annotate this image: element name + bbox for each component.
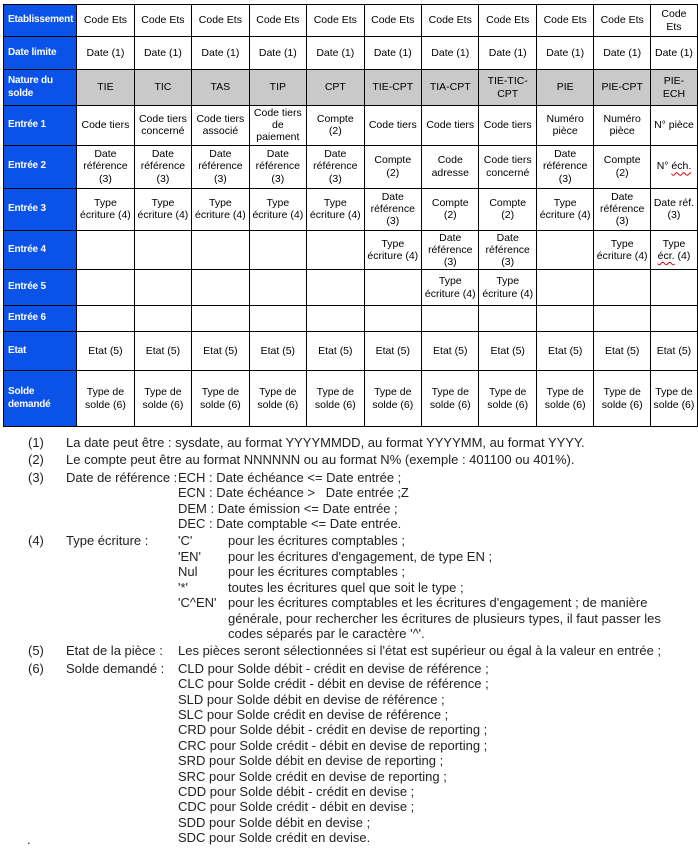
footnote-text: Les pièces seront sélectionnées si l'état est supérieur ou égal à la valeur en entrée ; — [178, 643, 662, 659]
table-cell — [536, 270, 593, 306]
footnote-entry — [178, 501, 694, 516]
footnote — [28, 533, 694, 641]
table-cell: Type de solde (6) — [134, 371, 191, 427]
table-cell: Code tiers — [77, 106, 134, 146]
footnote-entries — [66, 435, 694, 450]
table-cell: Numéro pièce — [536, 106, 593, 146]
table-cell: Date référence (3) — [307, 145, 364, 188]
footnote-text: pour les écritures comptables ; — [228, 564, 406, 580]
table-cell: Type écriture (4) — [249, 188, 306, 230]
footnote-text: pour les écritures comptables et les écritures d'engagement ; de manière générale, pour rechercher les écritures de plusieurs types, il faut passer les codes séparés par le caractère '^'. — [228, 595, 665, 641]
table-cell: Type écriture (4) — [192, 188, 249, 230]
footnote-code: 'EN' — [178, 548, 202, 564]
row-label: Entrée 6 — [4, 306, 77, 332]
table-cell — [249, 230, 306, 270]
footnote-number: (4) — [28, 533, 44, 549]
footnote-text: La date peut être : sysdate, au format YYYYMMDD, au format YYYYMM, au format YYYY. — [66, 435, 585, 451]
table-cell: Code tiers concerné — [134, 106, 191, 146]
footnote-text: DEC : Date comptable <= Date entrée. — [178, 516, 402, 532]
footnote-label: Solde demandé : — [66, 660, 165, 676]
footnote-text: DEM : Date émission <= Date entrée ; — [178, 500, 398, 516]
footnote-entry — [178, 516, 694, 531]
footnote-entry — [178, 580, 694, 595]
table-cell — [650, 230, 697, 270]
table-cell: Date (1) — [249, 37, 306, 70]
footnote-text: CDC pour Solde crédit - débit en devise ; — [178, 799, 415, 815]
table-cell: Type écriture (4) — [479, 270, 536, 306]
table-cell — [134, 230, 191, 270]
row-label: Entrée 3 — [4, 188, 77, 230]
document — [0, 4, 698, 846]
table-cell: Code Ets — [134, 5, 191, 37]
table-cell: Type de solde (6) — [422, 371, 479, 427]
table-cell — [594, 306, 651, 332]
table-cell: Type écriture (4) — [594, 230, 651, 270]
footnote-entry — [178, 799, 694, 814]
table-cell — [650, 306, 697, 332]
footnote-text: CRD pour Solde débit - crédit en devise de reporting ; — [178, 722, 488, 738]
cell-text: Type — [662, 237, 686, 250]
table-cell: Type écriture (4) — [422, 270, 479, 306]
footnote-text: ECN : Date échéance > Date entrée ;Z — [178, 485, 409, 501]
table-cell: Date (1) — [192, 37, 249, 70]
footnote-text: CLC pour Solde crédit - débit en devise de référence ; — [178, 676, 489, 692]
table-cell: Date (1) — [364, 37, 421, 70]
table-cell: Code tiers — [422, 106, 479, 146]
row-label: Entrée 1 — [4, 106, 77, 146]
row-label: Solde demandé — [4, 371, 77, 427]
footnote-entry — [178, 643, 694, 658]
footnote-text: CDD pour Solde débit - crédit en devise ; — [178, 783, 415, 799]
table-cell: Date référence (3) — [249, 145, 306, 188]
table-cell: Code adresse — [422, 145, 479, 188]
table-cell — [307, 230, 364, 270]
row-label: Date limite — [4, 37, 77, 70]
table-cell — [192, 270, 249, 306]
table-cell: Type de solde (6) — [479, 371, 536, 427]
table-cell: Etat (5) — [364, 332, 421, 371]
table-cell: TIE-TIC-CPT — [479, 70, 536, 106]
footnote-entry — [178, 564, 694, 579]
table-cell: Compte (2) — [364, 145, 421, 188]
table-cell: PIE-ECH — [650, 70, 697, 106]
table-cell: TAS — [192, 70, 249, 106]
table-cell: Code Ets — [536, 5, 593, 37]
row-label: Etablissement — [4, 5, 77, 37]
table-cell: Numéro pièce — [594, 106, 651, 146]
table-cell: Type de solde (6) — [307, 371, 364, 427]
table-cell: Compte (2) — [479, 188, 536, 230]
footnote-label: Etat de la pièce : — [66, 643, 163, 659]
footnote-text: SRD pour Solde débit en devise de reporting ; — [178, 753, 444, 769]
footnote-entry — [178, 692, 694, 707]
misspelled-word: écr. — [657, 249, 675, 262]
table-cell: Date référence (3) — [594, 188, 651, 230]
table-cell — [650, 270, 697, 306]
table-cell: CPT — [307, 70, 364, 106]
footnote-text: toutes les écritures quel que soit le type ; — [228, 579, 464, 595]
table-cell: Etat (5) — [134, 332, 191, 371]
table-cell: Type écriture (4) — [307, 188, 364, 230]
cell-text: N° — [656, 160, 672, 173]
table-cell — [77, 230, 134, 270]
row-label: Entrée 2 — [4, 145, 77, 188]
footnote-entries — [66, 452, 694, 467]
table-cell: Date (1) — [479, 37, 536, 70]
footnote — [28, 452, 694, 467]
table-cell: Etat (5) — [536, 332, 593, 371]
footnote — [28, 643, 694, 658]
footnote-entry — [178, 738, 694, 753]
footnote-entries — [178, 533, 694, 641]
footnote-number: (6) — [28, 660, 44, 676]
table-cell: Type de solde (6) — [536, 371, 593, 427]
footnote-entry — [178, 722, 694, 737]
table-cell: Date référence (3) — [364, 188, 421, 230]
table-cell — [364, 270, 421, 306]
table-cell: Code tiers de paiement — [249, 106, 306, 146]
table-cell — [364, 306, 421, 332]
table-cell: TIP — [249, 70, 306, 106]
footnote-number: (2) — [28, 452, 44, 468]
table-cell: Date (1) — [594, 37, 651, 70]
table-cell — [192, 230, 249, 270]
table-cell: Type de solde (6) — [192, 371, 249, 427]
table-cell — [249, 306, 306, 332]
table-cell: Type de solde (6) — [249, 371, 306, 427]
footnotes-section — [28, 435, 694, 846]
footnote-text: SDD pour Solde débit en devise ; — [178, 814, 371, 830]
table-cell: Date référence (3) — [422, 230, 479, 270]
footnote-entry — [178, 595, 694, 641]
footnote-entries — [178, 470, 694, 532]
table-cell: Etat (5) — [594, 332, 651, 371]
footnote-entries — [178, 643, 694, 658]
footnote-entry — [178, 676, 694, 691]
table-cell — [536, 230, 593, 270]
stray-dot: . — [27, 832, 31, 847]
footnote-code: 'C^EN' — [178, 595, 217, 611]
footnote-code: '*' — [178, 579, 189, 595]
table-cell: Date (1) — [77, 37, 134, 70]
footnote-entry — [66, 452, 694, 467]
table-cell — [479, 306, 536, 332]
footnote-code: Nul — [178, 564, 198, 580]
table-cell — [134, 306, 191, 332]
footnote — [28, 435, 694, 450]
table-cell: Date référence (3) — [479, 230, 536, 270]
footnote-text: CLD pour Solde débit - crédit en devise de référence ; — [178, 660, 489, 676]
footnote-label: Type écriture : — [66, 533, 149, 549]
table-cell: Date (1) — [134, 37, 191, 70]
solde-criteria-table — [3, 4, 698, 427]
row-label: Entrée 5 — [4, 270, 77, 306]
table-cell: Etat (5) — [77, 332, 134, 371]
table-cell: Code tiers associé — [192, 106, 249, 146]
footnote-entry — [178, 784, 694, 799]
table-cell: Date (1) — [536, 37, 593, 70]
table-cell — [192, 306, 249, 332]
table-cell: Type écriture (4) — [536, 188, 593, 230]
page — [0, 4, 698, 851]
footnote-entry — [178, 533, 694, 548]
table-cell — [134, 270, 191, 306]
table-cell: Code tiers — [479, 106, 536, 146]
footnote-code: 'C' — [178, 533, 193, 549]
table-cell — [77, 270, 134, 306]
footnote-entry — [178, 661, 694, 676]
row-label: Etat — [4, 332, 77, 371]
footnote — [28, 661, 694, 846]
table-cell — [77, 306, 134, 332]
table-cell: Code Ets — [594, 5, 651, 37]
table-cell: PIE — [536, 70, 593, 106]
table-cell: TIA-CPT — [422, 70, 479, 106]
table-cell: PIE-CPT — [594, 70, 651, 106]
table-cell: Etat (5) — [307, 332, 364, 371]
row-label: Nature du solde — [4, 70, 77, 106]
table-cell: Date réf. (3) — [650, 188, 697, 230]
cell-text: (4) — [674, 249, 691, 262]
row-label: Entrée 4 — [4, 230, 77, 270]
table-cell — [249, 270, 306, 306]
table-cell: Code Ets — [192, 5, 249, 37]
table-cell: Type écriture (4) — [134, 188, 191, 230]
table-cell: Type de solde (6) — [77, 371, 134, 427]
table-cell: Date (1) — [650, 37, 697, 70]
table-cell: Date (1) — [422, 37, 479, 70]
table-cell: TIE — [77, 70, 134, 106]
footnote-entry — [178, 753, 694, 768]
table-cell: Type de solde (6) — [650, 371, 697, 427]
table-cell: Compte (2) — [594, 145, 651, 188]
footnote-number: (1) — [28, 435, 44, 451]
table-cell: Code tiers concerné — [479, 145, 536, 188]
footnote-text: pour les écritures d'engagement, de type EN ; — [228, 548, 493, 564]
table-cell: Etat (5) — [650, 332, 697, 371]
table-cell: Code Ets — [479, 5, 536, 37]
footnote-number: (5) — [28, 643, 44, 659]
footnote-entry — [178, 485, 694, 500]
footnote-entry — [178, 470, 694, 485]
table-cell: Compte (2) — [422, 188, 479, 230]
footnote-entry — [66, 435, 694, 450]
table-cell — [536, 306, 593, 332]
table-cell: Code Ets — [364, 5, 421, 37]
footnote-entries — [178, 661, 694, 846]
table-cell: Type de solde (6) — [364, 371, 421, 427]
table-cell — [650, 145, 697, 188]
footnote-text: Le compte peut être au format NNNNNN ou au format N% (exemple : 401100 ou 401%). — [66, 452, 575, 468]
table-cell — [307, 270, 364, 306]
table-cell: Code Ets — [650, 5, 697, 37]
misspelled-word: éch. — [671, 160, 692, 173]
table-cell: Etat (5) — [422, 332, 479, 371]
footnote-entry — [178, 707, 694, 722]
table-cell: Date référence (3) — [536, 145, 593, 188]
footnote-number: (3) — [28, 469, 44, 485]
table-cell: Date référence (3) — [134, 145, 191, 188]
footnote-label: Date de référence : — [66, 469, 178, 485]
table-cell: TIC — [134, 70, 191, 106]
footnote-text: CRC pour Solde crédit - débit en devise de reporting ; — [178, 737, 488, 753]
table-cell: Code Ets — [249, 5, 306, 37]
table-cell: Etat (5) — [192, 332, 249, 371]
table-cell: Compte (2) — [307, 106, 364, 146]
table-cell: Date référence (3) — [192, 145, 249, 188]
table-cell: Code tiers — [364, 106, 421, 146]
footnote — [28, 470, 694, 532]
footnote-text: SDC pour Solde crédit en devise. — [178, 830, 371, 846]
table-cell: Etat (5) — [479, 332, 536, 371]
table-cell — [594, 270, 651, 306]
table-cell: Code Ets — [307, 5, 364, 37]
footnote-text: SLC pour Solde crédit en devise de référence ; — [178, 706, 449, 722]
table-cell: Code Ets — [422, 5, 479, 37]
table-cell: Etat (5) — [249, 332, 306, 371]
footnote-text: pour les écritures comptables ; — [228, 533, 406, 549]
table-cell — [422, 306, 479, 332]
footnote-entry — [178, 815, 694, 830]
footnote-text: ECH : Date échéance <= Date entrée ; — [178, 469, 402, 485]
table-cell: TIE-CPT — [364, 70, 421, 106]
table-cell: Type de solde (6) — [594, 371, 651, 427]
table-cell: N° pièce — [650, 106, 697, 146]
footnote-entry — [178, 769, 694, 784]
table-cell: Code Ets — [77, 5, 134, 37]
table-cell: Date référence (3) — [77, 145, 134, 188]
footnote-entry — [178, 549, 694, 564]
table-cell: Type écriture (4) — [364, 230, 421, 270]
footnote-entry — [178, 830, 694, 845]
table-cell: Date (1) — [307, 37, 364, 70]
table-cell — [307, 306, 364, 332]
footnote-text: SRC pour Solde crédit en devise de reporting ; — [178, 768, 447, 784]
footnote-text: SLD pour Solde débit en devise de référence ; — [178, 691, 445, 707]
table-cell: Type écriture (4) — [77, 188, 134, 230]
